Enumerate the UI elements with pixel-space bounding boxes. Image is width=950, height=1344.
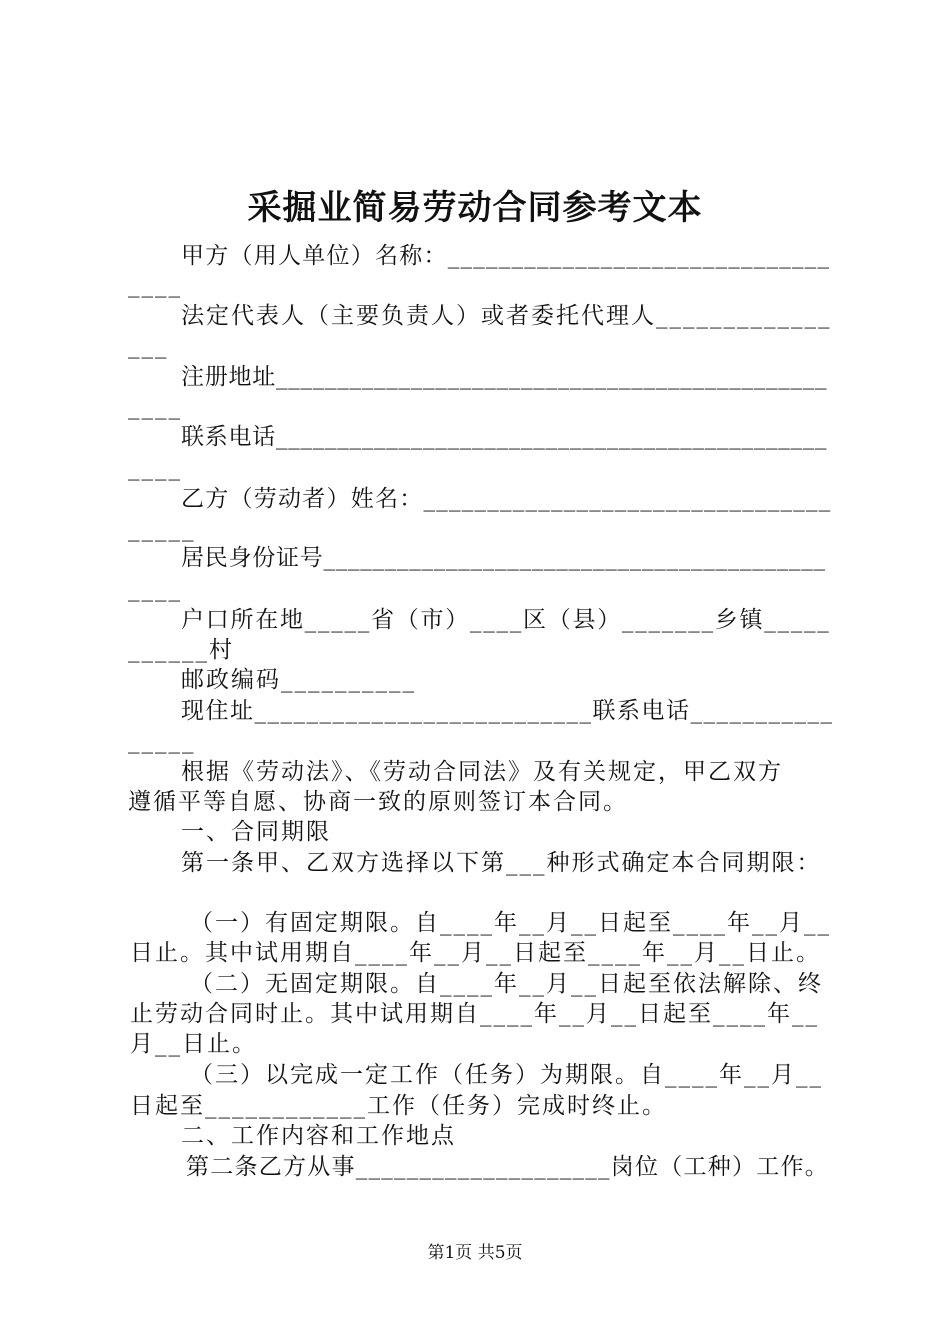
text-line: ______村 xyxy=(128,637,234,663)
text-line: 日止。其中试用期自____年__月__日起至____年__月__日止。 xyxy=(130,940,821,966)
text-line: ____ xyxy=(128,455,182,481)
text-line: 法定代表人（主要负责人）或者委托代理人_____________ xyxy=(181,303,832,329)
text-line: 止劳动合同时止。其中试用期自____年__月__日起至____年__ xyxy=(130,1001,819,1027)
text-line: 联系电话_____________________________________________ xyxy=(181,424,828,450)
text-line: 邮政编码__________ xyxy=(181,667,416,693)
text-line: 第二条乙方从事____________________岗位（工种）工作。 xyxy=(186,1154,829,1180)
text-line: 遵循平等自愿、协商一致的原则签订本合同。 xyxy=(128,789,628,815)
section-heading: 一、合同期限 xyxy=(181,819,331,845)
text-line: 日起至____________工作（任务）完成时终止。 xyxy=(130,1093,667,1119)
text-line: 根据《劳动法》、《劳动合同法》及有关规定，甲乙双方 xyxy=(181,759,783,785)
text-line: ___ xyxy=(128,333,169,359)
text-line: （二）无固定期限。自____年__月__日起至依法解除、终 xyxy=(190,971,823,997)
section-heading: 二、工作内容和工作地点 xyxy=(181,1123,456,1149)
text-line: 月__日止。 xyxy=(130,1031,257,1057)
text-line: 注册地址_____________________________________________ xyxy=(181,364,828,390)
text-line: 甲方（用人单位）名称：______________________________ xyxy=(181,243,831,269)
text-line: 乙方（劳动者）姓名：________________________________ xyxy=(181,486,832,512)
text-line: 现住址__________________________联系电话___________ xyxy=(181,698,834,724)
text-line: （三）以完成一定工作（任务）为期限。自____年__月__ xyxy=(190,1062,823,1088)
text-line: _____ xyxy=(128,516,196,542)
text-line: _____ xyxy=(128,728,196,754)
text-line: ____ xyxy=(128,272,182,298)
text-line: （一）有固定期限。自____年__月__日起至____年__月__ xyxy=(190,910,831,936)
text-line: 户口所在地_____省（市）____区（县）_______乡镇_____ xyxy=(181,607,831,633)
text-line: 居民身份证号_________________________________________ xyxy=(181,545,826,571)
text-line: ____ xyxy=(128,576,182,602)
text-line: ____ xyxy=(128,394,182,420)
text-line: 第一条甲、乙双方选择以下第___种形式确定本合同期限： xyxy=(181,850,822,876)
page-title: 采掘业简易劳动合同参考文本 xyxy=(247,188,703,228)
page-footer: 第1页 共5页 xyxy=(427,1243,523,1263)
